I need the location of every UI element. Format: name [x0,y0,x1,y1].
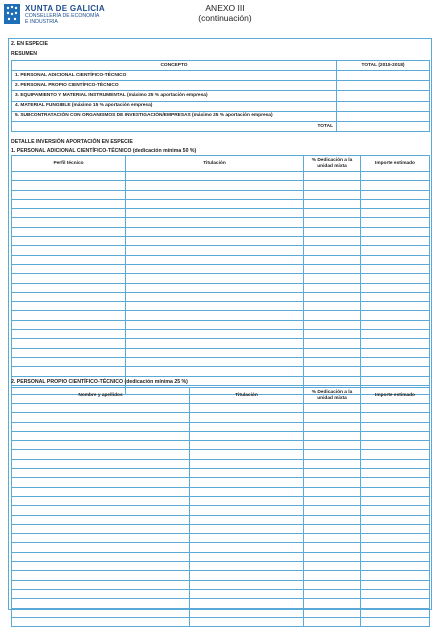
form-cell-input[interactable] [361,227,430,236]
form-cell-input[interactable] [304,589,361,598]
form-cell-input[interactable] [126,367,304,376]
form-cell-input[interactable] [361,524,430,533]
form-cell-input[interactable] [304,283,361,292]
form-cell-input[interactable] [190,496,304,505]
form-cell-input[interactable] [12,330,126,339]
form-cell-input[interactable] [126,357,304,366]
table-row [12,237,430,246]
form-cell-input[interactable] [190,589,304,598]
table-row [12,469,430,478]
form-cell-input[interactable] [304,227,361,236]
summary-row [12,71,430,81]
table-row [12,459,430,468]
table-row [12,320,430,329]
form-cell-input[interactable] [190,506,304,515]
form-cell-input[interactable] [12,292,126,301]
form-cell-input[interactable] [304,478,361,487]
form-cell-input[interactable] [304,264,361,273]
summary-header-concept: CONCEPTO [12,61,337,71]
form-cell-input[interactable] [126,311,304,320]
form-cell-input[interactable] [304,515,361,524]
form-cell-input[interactable] [12,496,190,505]
table-row [12,404,430,413]
form-cell-input[interactable] [190,599,304,608]
table-row [12,274,430,283]
form-cell-input[interactable] [190,534,304,543]
form-cell-input[interactable] [126,302,304,311]
form-cell-input[interactable] [12,339,126,348]
form-cell-input[interactable] [304,339,361,348]
form-cell-input[interactable] [190,580,304,589]
form-cell-input[interactable] [12,404,190,413]
form-cell-input[interactable] [190,478,304,487]
form-cell-input[interactable] [361,506,430,515]
table-row [12,339,430,348]
table-row [12,209,430,218]
table-row [12,552,430,561]
form-cell-input[interactable] [304,255,361,264]
form-cell-input[interactable] [304,459,361,468]
table-row [12,292,430,301]
form-cell-input[interactable] [190,469,304,478]
annex-subtitle: (continuación) [198,13,252,23]
form-cell-input[interactable] [361,367,430,376]
table-row [12,450,430,459]
table2-personal-propio [11,387,430,627]
summary-header-total: TOTAL (2015-2018) [337,61,430,71]
form-cell-input[interactable] [190,515,304,524]
form-cell-input[interactable] [12,274,126,283]
table-row [12,589,430,598]
table-row [12,543,430,552]
form-cell-input[interactable] [12,264,126,273]
form-cell-input[interactable] [361,617,430,626]
summary-row [12,91,430,101]
table-row [12,562,430,571]
form-cell-input[interactable] [361,543,430,552]
form-cell-input[interactable] [304,617,361,626]
table-row [12,431,430,440]
form-cell-input[interactable] [12,227,126,236]
form-cell-input[interactable] [12,450,190,459]
table1-header-degree: Titulación [126,156,304,172]
form-cell-input[interactable] [12,524,190,533]
form-cell-input[interactable] [12,441,190,450]
form-cell-input[interactable] [304,599,361,608]
table-row [12,172,430,181]
summary-concept: 1. PERSONAL ADICIONAL CIENTÍFICO-TÉCNICO [12,71,337,81]
summary-header-row [12,61,430,71]
form-cell-input[interactable] [190,459,304,468]
form-cell-input[interactable] [126,227,304,236]
form-cell-input[interactable] [304,172,361,181]
form-cell-input[interactable] [12,599,190,608]
form-cell-input[interactable] [126,172,304,181]
form-cell-input[interactable] [190,450,304,459]
form-cell-input[interactable] [361,413,430,422]
table-row [12,255,430,264]
summary-row [12,101,430,111]
form-cell-input[interactable] [304,320,361,329]
table1-header-amount: Importe estimado [361,156,430,172]
detail-label: DETALLE INVERSIÓN APORTACIÓN EN ESPECIE [11,139,133,145]
form-cell-input[interactable] [304,469,361,478]
table-row [12,357,430,366]
form-cell-input[interactable] [126,218,304,227]
form-cell-input[interactable] [304,422,361,431]
brand-name: XUNTA DE GALICIA [25,4,105,13]
form-cell-input[interactable] [361,404,430,413]
form-cell-input[interactable] [12,608,190,617]
form-cell-input[interactable] [361,264,430,273]
form-cell-input[interactable] [126,320,304,329]
form-cell-input[interactable] [304,506,361,515]
form-cell-input[interactable] [304,543,361,552]
table-row [12,283,430,292]
form-cell-input[interactable] [361,422,430,431]
table-row [12,413,430,422]
form-cell-input[interactable] [304,496,361,505]
form-cell-input[interactable] [12,367,126,376]
form-cell-input[interactable] [304,348,361,357]
form-cell-input[interactable] [361,552,430,561]
form-cell-input[interactable] [304,487,361,496]
form-cell-input[interactable] [361,487,430,496]
table1-header-row [12,156,430,172]
form-cell-input[interactable] [12,562,190,571]
form-cell-input[interactable] [12,459,190,468]
form-cell-input[interactable] [361,515,430,524]
form-cell-input[interactable] [12,172,126,181]
form-cell-input[interactable] [304,237,361,246]
form-cell-input[interactable] [361,580,430,589]
form-cell-input[interactable] [304,357,361,366]
form-cell-input[interactable] [361,302,430,311]
form-cell-input[interactable] [361,608,430,617]
table1-title: 1. PERSONAL ADICIONAL CIENTÍFICO-TÉCNICO (dedicación mínima 50 %) [11,148,197,154]
table2-header-row [12,388,430,404]
annex-heading [170,3,280,23]
table-row [12,199,430,208]
form-cell-input[interactable] [361,599,430,608]
form-cell-input[interactable] [361,589,430,598]
table2-header-degree: Titulación [190,388,304,404]
summary-table [11,60,430,132]
form-cell-input[interactable] [361,441,430,450]
form-cell-input[interactable] [126,348,304,357]
form-cell-input[interactable] [304,190,361,199]
table1-header-profile: Perfil técnico [12,156,126,172]
form-cell-input[interactable] [361,292,430,301]
form-cell-input[interactable] [190,543,304,552]
annex-title: ANEXO III [205,3,245,13]
form-cell-input[interactable] [12,487,190,496]
table-row [12,599,430,608]
form-cell-input[interactable] [190,562,304,571]
form-cell-input[interactable] [12,422,190,431]
form-cell-input[interactable] [12,199,126,208]
form-cell-input[interactable] [361,181,430,190]
form-cell-input[interactable] [12,357,126,366]
form-cell-input[interactable] [190,431,304,440]
form-cell-input[interactable] [361,459,430,468]
table-row [12,608,430,617]
form-cell-input[interactable] [12,571,190,580]
form-cell-input[interactable] [361,199,430,208]
form-cell-input[interactable] [12,209,126,218]
form-cell-input[interactable] [361,209,430,218]
form-cell-input[interactable] [361,339,430,348]
summary-total-row [12,121,430,131]
form-cell-input[interactable] [304,376,361,385]
table-row [12,181,430,190]
table-row [12,246,430,255]
form-cell-input[interactable] [304,431,361,440]
form-cell-input[interactable] [304,292,361,301]
form-cell-input[interactable] [126,181,304,190]
table-row [12,515,430,524]
form-cell-input[interactable] [12,515,190,524]
form-cell-input[interactable] [190,571,304,580]
form-cell-input[interactable] [304,311,361,320]
form-cell-input[interactable] [361,237,430,246]
form-cell-input[interactable] [190,524,304,533]
form-cell-input[interactable] [304,246,361,255]
table-row [12,506,430,515]
form-cell-input[interactable] [12,413,190,422]
form-cell-input[interactable] [126,264,304,273]
form-cell-input[interactable] [126,330,304,339]
form-cell-input[interactable] [12,534,190,543]
table-row [12,218,430,227]
form-cell-input[interactable] [126,199,304,208]
form-cell-input[interactable] [190,422,304,431]
table-row [12,496,430,505]
summary-row [12,81,430,91]
form-cell-input[interactable] [304,218,361,227]
form-cell-input[interactable] [304,524,361,533]
form-cell-input[interactable] [12,190,126,199]
table1-header-dedication: % Dedicación a la unidad mixta [304,156,361,172]
summary-concept: 4. MATERIAL FUNGIBLE (máximo 15 % aportación empresa) [12,101,337,111]
form-cell-input[interactable] [361,431,430,440]
form-cell-input[interactable] [190,404,304,413]
table-row [12,367,430,376]
form-cell-input[interactable] [12,469,190,478]
form-cell-input[interactable] [190,608,304,617]
section-title: 2. EN ESPECIE [11,41,48,47]
form-cell-input[interactable] [190,441,304,450]
form-cell-input[interactable] [126,292,304,301]
form-cell-input[interactable] [12,478,190,487]
summary-total-input[interactable] [337,81,430,91]
form-cell-input[interactable] [12,543,190,552]
summary-total-input[interactable] [337,71,430,81]
form-cell-input[interactable] [304,302,361,311]
form-cell-input[interactable] [12,311,126,320]
form-cell-input[interactable] [361,478,430,487]
form-cell-input[interactable] [304,534,361,543]
brand-department: CONSELLERÍA DE ECONOMÍA [25,13,100,19]
table2-header-dedication: % Dedicación a la unidad mixta [304,388,361,404]
summary-concept: 5. SUBCONTRATACIÓN CON ORGANISMOS DE INVESTIGACIÓN/EMPRESAS (máximo 25 % aportación empresa) [12,111,337,121]
table2-header-amount: Importe estimado [361,388,430,404]
form-cell-input[interactable] [12,255,126,264]
summary-grand-total-input[interactable] [337,121,430,131]
form-cell-input[interactable] [304,209,361,218]
form-cell-input[interactable] [12,589,190,598]
summary-concept: 3. EQUIPAMIENTO Y MATERIAL INSTRUMENTAL (máximo 25 % aportación empresa) [12,91,337,101]
form-cell-input[interactable] [304,199,361,208]
form-cell-input[interactable] [126,339,304,348]
form-cell-input[interactable] [190,552,304,561]
brand-department-2: E INDUSTRIA [25,19,58,25]
form-cell-input[interactable] [361,469,430,478]
form-cell-input[interactable] [361,534,430,543]
form-cell-input[interactable] [304,552,361,561]
form-cell-input[interactable] [126,237,304,246]
form-cell-input[interactable] [304,330,361,339]
form-cell-input[interactable] [361,190,430,199]
form-cell-input[interactable] [126,209,304,218]
form-cell-input[interactable] [361,571,430,580]
form-cell-input[interactable] [12,283,126,292]
form-cell-input[interactable] [190,487,304,496]
table-row [12,534,430,543]
form-cell-input[interactable] [361,246,430,255]
summary-row [12,111,430,121]
form-cell-input[interactable] [361,274,430,283]
form-cell-input[interactable] [361,376,430,385]
table-row [12,227,430,236]
table-row [12,311,430,320]
table-row [12,264,430,273]
form-cell-input[interactable] [304,404,361,413]
form-cell-input[interactable] [12,237,126,246]
form-cell-input[interactable] [12,320,126,329]
table-row [12,487,430,496]
table-row [12,190,430,199]
form-cell-input[interactable] [126,255,304,264]
form-cell-input[interactable] [304,274,361,283]
form-cell-input[interactable] [304,450,361,459]
form-cell-input[interactable] [12,246,126,255]
form-cell-input[interactable] [12,348,126,357]
form-cell-input[interactable] [361,357,430,366]
form-cell-input[interactable] [304,181,361,190]
summary-total-label: TOTAL [12,121,337,131]
form-cell-input[interactable] [12,580,190,589]
form-cell-input[interactable] [361,172,430,181]
table-row [12,580,430,589]
brand-block [25,4,105,25]
form-cell-input[interactable] [304,580,361,589]
summary-total-input[interactable] [337,101,430,111]
form-cell-input[interactable] [361,283,430,292]
form-cell-input[interactable] [126,190,304,199]
table2-title: 2. PERSONAL PROPIO CIENTÍFICO-TÉCNICO (dedicación mínima 25 %) [11,379,188,385]
table-row [12,571,430,580]
form-cell-input[interactable] [304,608,361,617]
form-cell-input[interactable] [12,506,190,515]
galicia-coat-of-arms-icon [3,3,21,25]
summary-total-input[interactable] [337,111,430,121]
form-cell-input[interactable] [12,218,126,227]
form-cell-input[interactable] [12,181,126,190]
table1-personal-adicional [11,155,430,395]
form-cell-input[interactable] [361,496,430,505]
form-cell-input[interactable] [126,246,304,255]
form-cell-input[interactable] [12,431,190,440]
table-row [12,441,430,450]
form-cell-input[interactable] [304,367,361,376]
form-cell-input[interactable] [304,571,361,580]
form-cell-input[interactable] [12,552,190,561]
form-cell-input[interactable] [304,562,361,571]
table-row [12,348,430,357]
form-cell-input[interactable] [361,348,430,357]
form-cell-input[interactable] [126,274,304,283]
table-row [12,330,430,339]
form-cell-input[interactable] [361,218,430,227]
summary-total-input[interactable] [337,91,430,101]
form-cell-input[interactable] [12,302,126,311]
form-cell-input[interactable] [361,562,430,571]
form-cell-input[interactable] [126,283,304,292]
form-cell-input[interactable] [361,255,430,264]
table-row [12,302,430,311]
summary-concept: 2. PERSONAL PROPIO CIENTÍFICO-TÉCNICO [12,81,337,91]
table-row [12,617,430,626]
form-cell-input[interactable] [12,617,190,626]
form-cell-input[interactable] [361,320,430,329]
table-row [12,422,430,431]
summary-label: RESUMEN [11,51,37,57]
form-cell-input[interactable] [190,617,304,626]
table-row [12,524,430,533]
form-cell-input[interactable] [361,450,430,459]
form-cell-input[interactable] [361,330,430,339]
form-cell-input[interactable] [304,441,361,450]
table-row [12,478,430,487]
form-cell-input[interactable] [190,413,304,422]
form-cell-input[interactable] [304,413,361,422]
form-cell-input[interactable] [361,311,430,320]
table2-header-name: Nombre y apellidos [12,388,190,404]
